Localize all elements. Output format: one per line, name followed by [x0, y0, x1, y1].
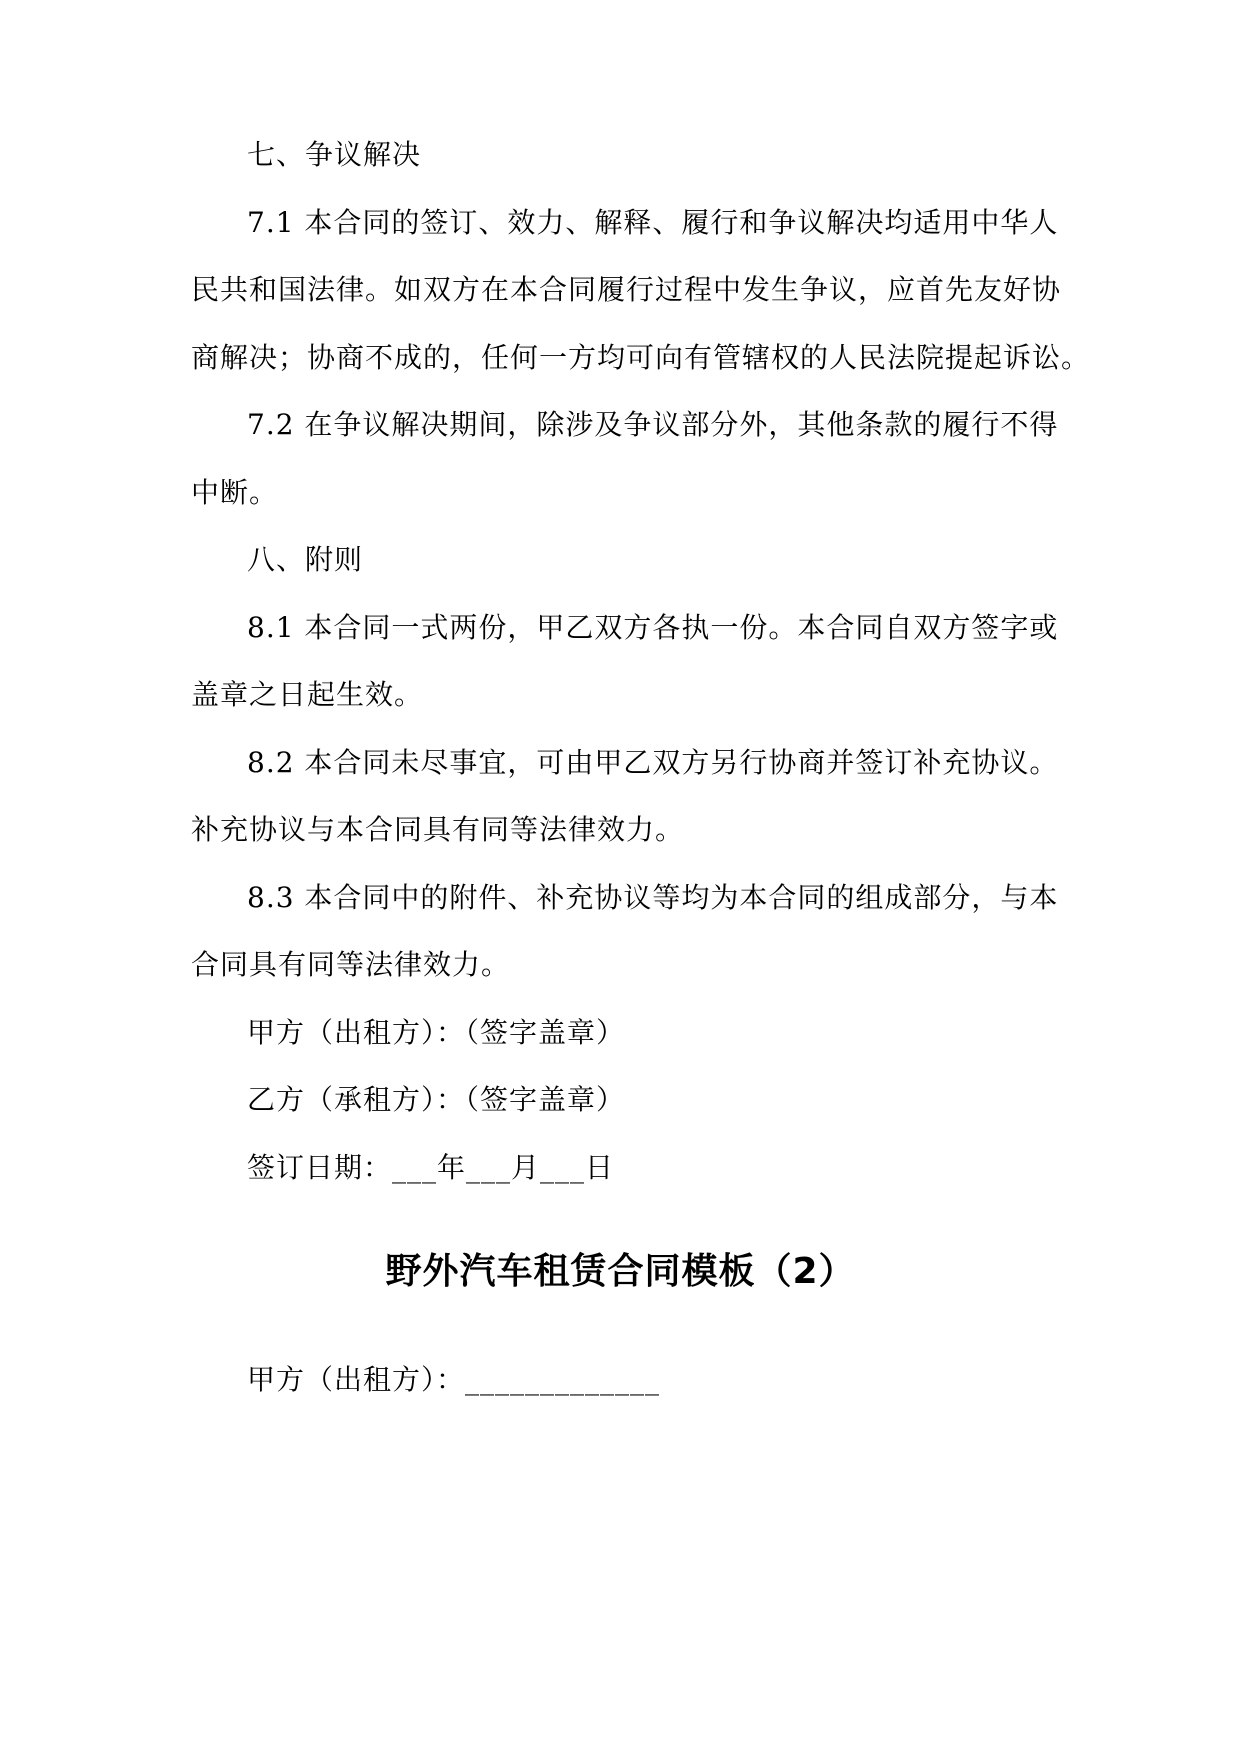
clause-8-2-line-1: 8.2 本合同未尽事宜，可由甲乙双方另行协商并签订补充协议。	[247, 746, 1059, 779]
next-contract-title: 野外汽车租赁合同模板（2）	[385, 1251, 856, 1292]
signing-date: 签订日期：___年___月___日	[247, 1151, 615, 1184]
clause-8-2-line-2: 补充协议与本合同具有同等法律效力。	[191, 813, 685, 846]
party-b-signature: 乙方（承租方）：（签字盖章）	[247, 1083, 626, 1116]
clause-8-3-line-1: 8.3 本合同中的附件、补充协议等均为本合同的组成部分，与本	[247, 881, 1059, 914]
clause-7-1-line-2: 民共和国法律。如双方在本合同履行过程中发生争议，应首先友好协	[191, 273, 1062, 306]
clause-8-3-line-2: 合同具有同等法律效力。	[191, 948, 511, 981]
clause-7-1-line-3: 商解决；协商不成的，任何一方均可向有管辖权的人民法院提起诉讼。	[191, 341, 1091, 374]
party-a-signature: 甲方（出租方）：（签字盖章）	[247, 1016, 626, 1049]
section-7-heading: 七、争议解决	[247, 138, 422, 171]
clause-7-2-line-1: 7.2 在争议解决期间，除涉及争议部分外，其他条款的履行不得	[247, 408, 1059, 441]
section-8-heading: 八、附则	[247, 543, 364, 576]
clause-7-1-line-1: 7.1 本合同的签订、效力、解释、履行和争议解决均适用中华人	[247, 206, 1059, 239]
clause-7-2-line-2: 中断。	[191, 476, 279, 509]
clause-8-1-line-1: 8.1 本合同一式两份，甲乙双方各执一份。本合同自双方签字或	[247, 611, 1059, 644]
next-contract-party-a: 甲方（出租方）：_____________	[247, 1363, 661, 1396]
clause-8-1-line-2: 盖章之日起生效。	[191, 678, 424, 711]
